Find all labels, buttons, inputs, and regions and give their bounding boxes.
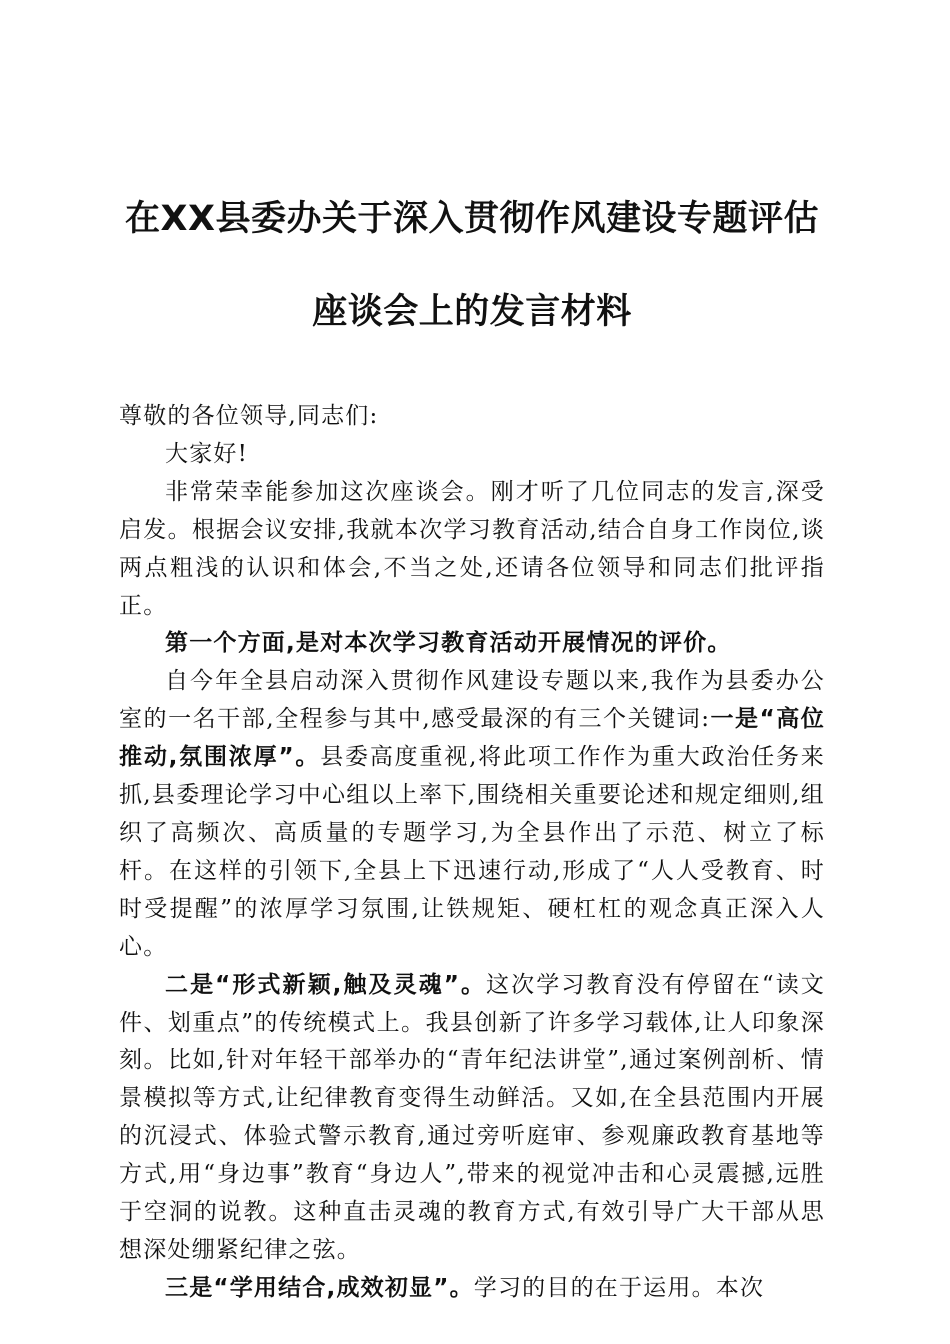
- title-line-2: 座谈会上的发言材料: [312, 292, 632, 332]
- paragraph-3: [119, 1270, 825, 1308]
- document-body: [119, 398, 825, 1308]
- section-heading-1: 第一个方面,是对本次学习教育活动开展情况的评价。: [165, 630, 732, 657]
- intro-paragraph: 非常荣幸能参加这次座谈会。刚才听了几位同志的发言,深受启发。根据会议安排,我就本次学习教育活动,结合自身工作岗位,谈两点粗浅的认识和体会,不当之处,还请各位领导和同志们批评指正。: [119, 478, 825, 619]
- greeting: 大家好!: [165, 440, 249, 467]
- paragraph-2: [119, 967, 825, 1270]
- keyword-1: 一是“高位推动,氛围浓厚”。: [119, 706, 825, 771]
- salutation: 尊敬的各位领导,同志们:: [119, 403, 379, 429]
- paragraph-1: [119, 663, 825, 966]
- keyword-2: 二是“形式新颖,触及灵魂”。: [165, 971, 487, 998]
- paragraph-3-text: 学习的目的在于运用。本次: [473, 1274, 765, 1301]
- paragraph-2-text: 这次学习教育没有停留在“读文件、划重点”的传统模式上。我县创新了许多学习载体,让人印象深刻。比如,针对年轻干部举办的“青年纪法讲堂”,通过案例剖析、情景模拟等方式,让纪律教育变得生动鲜活。又如,在全县范围内开展的沉浸式、体验式警示教育,通过旁听庭审、参观廉政教育基地等方式,用“身边事”教育“身边人”,带来的视觉冲击和心灵震撼,远胜于空洞的说教。这种直击灵魂的教育方式,有效引导广大干部从思想深处绷紧纪律之弦。: [119, 971, 825, 1263]
- keyword-3: 三是“学用结合,成效初显”。: [165, 1274, 474, 1301]
- paragraph-1-text-b: 县委高度重视,将此项工作作为重大政治任务来抓,县委理论学习中心组以上率下,围绕相关重要论述和规定细则,组织了高频次、高质量的专题学习,为全县作出了示范、树立了标杆。在这样的引领下,全县上下迅速行动,形成了“人人受教育、时时受提醒”的浓厚学习氛围,让铁规矩、硬杠杠的观念真正深入人心。: [119, 744, 825, 960]
- paragraph-1-text-a: 自今年全县启动深入贯彻作风建设专题以来,我作为县委办公室的一名干部,全程参与其中,感受最深的有三个关键词:: [119, 668, 825, 733]
- title-line-1: 在XX县委办关于深入贯彻作风建设专题评估: [125, 199, 819, 239]
- document-title: [119, 195, 825, 336]
